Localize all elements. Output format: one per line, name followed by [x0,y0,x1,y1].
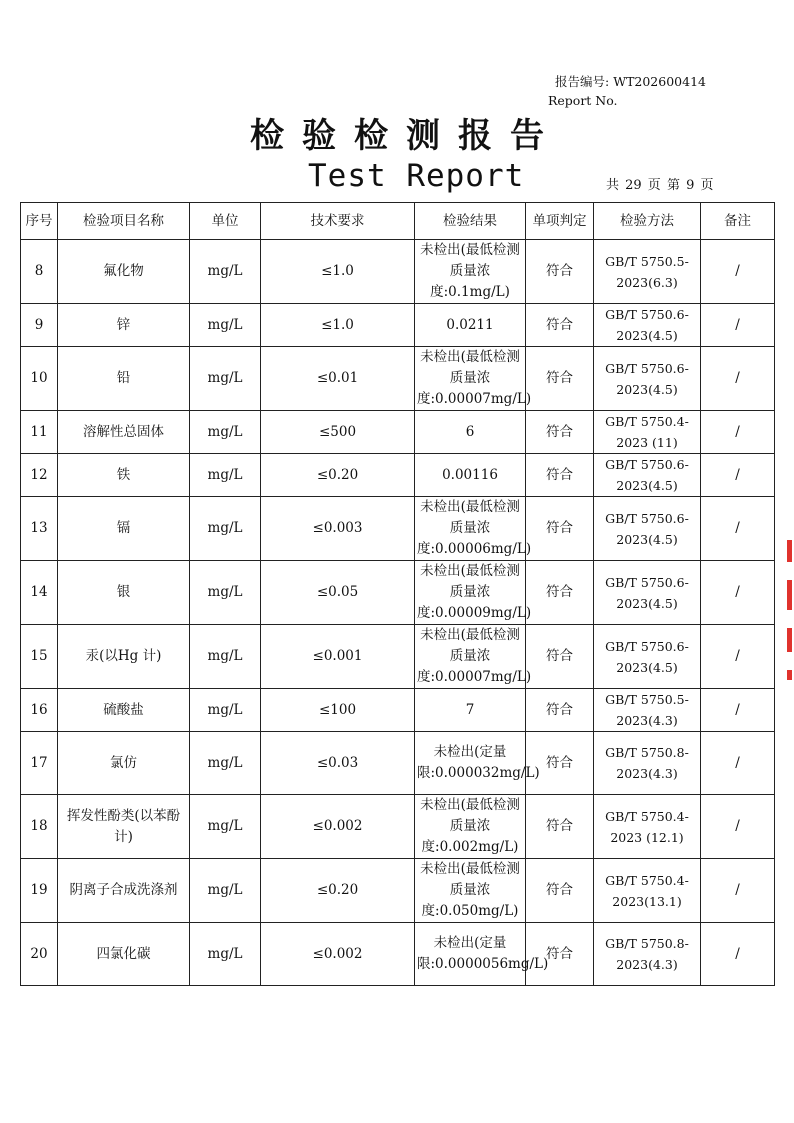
report-number [548,73,706,108]
table-row [21,795,775,859]
report-number-label: 报告编号: [555,74,610,89]
result-cell: 未检出(最低检测质量浓度:0.00007mg/L) [415,347,526,411]
item-name-cell: 锌 [58,304,190,347]
result-cell: 未检出(定量限:0.0000056mg/L) [415,923,526,986]
requirement-cell: ≤0.002 [261,923,415,986]
unit-cell: mg/L [190,859,261,923]
report-number-en-label: Report No. [548,93,618,108]
row-no-cell: 11 [21,411,58,454]
row-no-cell: 20 [21,923,58,986]
judgement-cell: 符合 [526,625,594,689]
row-no-cell: 14 [21,561,58,625]
table-row [21,561,775,625]
method-cell: GB/T 5750.6-2023(4.5) [594,561,701,625]
item-name-cell: 镉 [58,497,190,561]
unit-cell: mg/L [190,347,261,411]
item-name-cell: 四氯化碳 [58,923,190,986]
method-cell: GB/T 5750.6-2023(4.5) [594,625,701,689]
col-header-requirement: 技术要求 [261,203,415,240]
row-no-cell: 18 [21,795,58,859]
col-header-unit: 单位 [190,203,261,240]
judgement-cell: 符合 [526,454,594,497]
method-cell: GB/T 5750.8-2023(4.3) [594,923,701,986]
result-cell: 未检出(最低检测质量浓度:0.00009mg/L) [415,561,526,625]
result-cell: 7 [415,689,526,732]
row-no-cell: 16 [21,689,58,732]
result-cell: 未检出(最低检测质量浓度:0.00007mg/L) [415,625,526,689]
item-name-cell: 银 [58,561,190,625]
requirement-cell: ≤0.001 [261,625,415,689]
judgement-cell: 符合 [526,411,594,454]
method-cell: GB/T 5750.8-2023(4.3) [594,732,701,795]
method-cell: GB/T 5750.4-2023(13.1) [594,859,701,923]
col-header-note: 备注 [701,203,775,240]
judgement-cell: 符合 [526,795,594,859]
unit-cell: mg/L [190,732,261,795]
note-cell: / [701,859,775,923]
requirement-cell: ≤0.20 [261,859,415,923]
requirement-cell: ≤0.05 [261,561,415,625]
table-row [21,732,775,795]
method-cell: GB/T 5750.4-2023 (12.1) [594,795,701,859]
note-cell: / [701,347,775,411]
unit-cell: mg/L [190,304,261,347]
row-no-cell: 17 [21,732,58,795]
item-name-cell: 铅 [58,347,190,411]
row-no-cell: 10 [21,347,58,411]
judgement-cell: 符合 [526,497,594,561]
requirement-cell: ≤1.0 [261,304,415,347]
item-name-cell: 溶解性总固体 [58,411,190,454]
judgement-cell: 符合 [526,689,594,732]
unit-cell: mg/L [190,795,261,859]
judgement-cell: 符合 [526,859,594,923]
requirement-cell: ≤100 [261,689,415,732]
table-row [21,347,775,411]
note-cell: / [701,497,775,561]
note-cell: / [701,454,775,497]
table-row [21,923,775,986]
table-row [21,689,775,732]
unit-cell: mg/L [190,689,261,732]
table-row [21,625,775,689]
judgement-cell: 符合 [526,304,594,347]
requirement-cell: ≤0.03 [261,732,415,795]
result-cell: 未检出(最低检测质量浓度:0.050mg/L) [415,859,526,923]
note-cell: / [701,923,775,986]
row-no-cell: 9 [21,304,58,347]
results-table [20,202,775,986]
result-cell: 未检出(最低检测质量浓度:0.00006mg/L) [415,497,526,561]
note-cell: / [701,795,775,859]
method-cell: GB/T 5750.5-2023(4.3) [594,689,701,732]
result-cell: 未检出(定量限:0.000032mg/L) [415,732,526,795]
judgement-cell: 符合 [526,561,594,625]
requirement-cell: ≤0.002 [261,795,415,859]
method-cell: GB/T 5750.6-2023(4.5) [594,454,701,497]
unit-cell: mg/L [190,923,261,986]
table-row [21,454,775,497]
result-cell: 未检出(最低检测质量浓度:0.1mg/L) [415,240,526,304]
item-name-cell: 氟化物 [58,240,190,304]
unit-cell: mg/L [190,454,261,497]
result-cell: 0.00116 [415,454,526,497]
table-row [21,411,775,454]
requirement-cell: ≤500 [261,411,415,454]
row-no-cell: 12 [21,454,58,497]
item-name-cell: 汞(以Hg 计) [58,625,190,689]
method-cell: GB/T 5750.6-2023(4.5) [594,347,701,411]
note-cell: / [701,304,775,347]
note-cell: / [701,561,775,625]
note-cell: / [701,689,775,732]
unit-cell: mg/L [190,411,261,454]
row-no-cell: 8 [21,240,58,304]
result-cell: 未检出(最低检测质量浓度:0.002mg/L) [415,795,526,859]
row-no-cell: 15 [21,625,58,689]
table-row [21,304,775,347]
table-row [21,240,775,304]
table-row [21,497,775,561]
col-header-judgement: 单项判定 [526,203,594,240]
result-cell: 0.0211 [415,304,526,347]
item-name-cell: 硫酸盐 [58,689,190,732]
report-number-value: WT202600414 [613,74,706,89]
unit-cell: mg/L [190,625,261,689]
method-cell: GB/T 5750.6-2023(4.5) [594,304,701,347]
requirement-cell: ≤0.20 [261,454,415,497]
col-header-no: 序号 [21,203,58,240]
note-cell: / [701,411,775,454]
result-cell: 6 [415,411,526,454]
method-cell: GB/T 5750.5-2023(6.3) [594,240,701,304]
item-name-cell: 氯仿 [58,732,190,795]
requirement-cell: ≤1.0 [261,240,415,304]
report-title-en: Test Report [308,158,525,194]
table-row [21,859,775,923]
method-cell: GB/T 5750.6-2023(4.5) [594,497,701,561]
requirement-cell: ≤0.003 [261,497,415,561]
judgement-cell: 符合 [526,923,594,986]
judgement-cell: 符合 [526,732,594,795]
col-header-item: 检验项目名称 [58,203,190,240]
item-name-cell: 挥发性酚类(以苯酚计) [58,795,190,859]
row-no-cell: 19 [21,859,58,923]
unit-cell: mg/L [190,240,261,304]
stamp-fragment [787,540,794,698]
judgement-cell: 符合 [526,347,594,411]
item-name-cell: 阴离子合成洗涤剂 [58,859,190,923]
row-no-cell: 13 [21,497,58,561]
report-title-cn: 检验检测报告 [250,116,562,156]
note-cell: / [701,732,775,795]
note-cell: / [701,240,775,304]
item-name-cell: 铁 [58,454,190,497]
table-header-row [21,203,775,240]
method-cell: GB/T 5750.4-2023 (11) [594,411,701,454]
unit-cell: mg/L [190,561,261,625]
judgement-cell: 符合 [526,240,594,304]
note-cell: / [701,625,775,689]
unit-cell: mg/L [190,497,261,561]
requirement-cell: ≤0.01 [261,347,415,411]
col-header-result: 检验结果 [415,203,526,240]
col-header-method: 检验方法 [594,203,701,240]
page-info: 共 29 页 第 9 页 [606,178,714,193]
